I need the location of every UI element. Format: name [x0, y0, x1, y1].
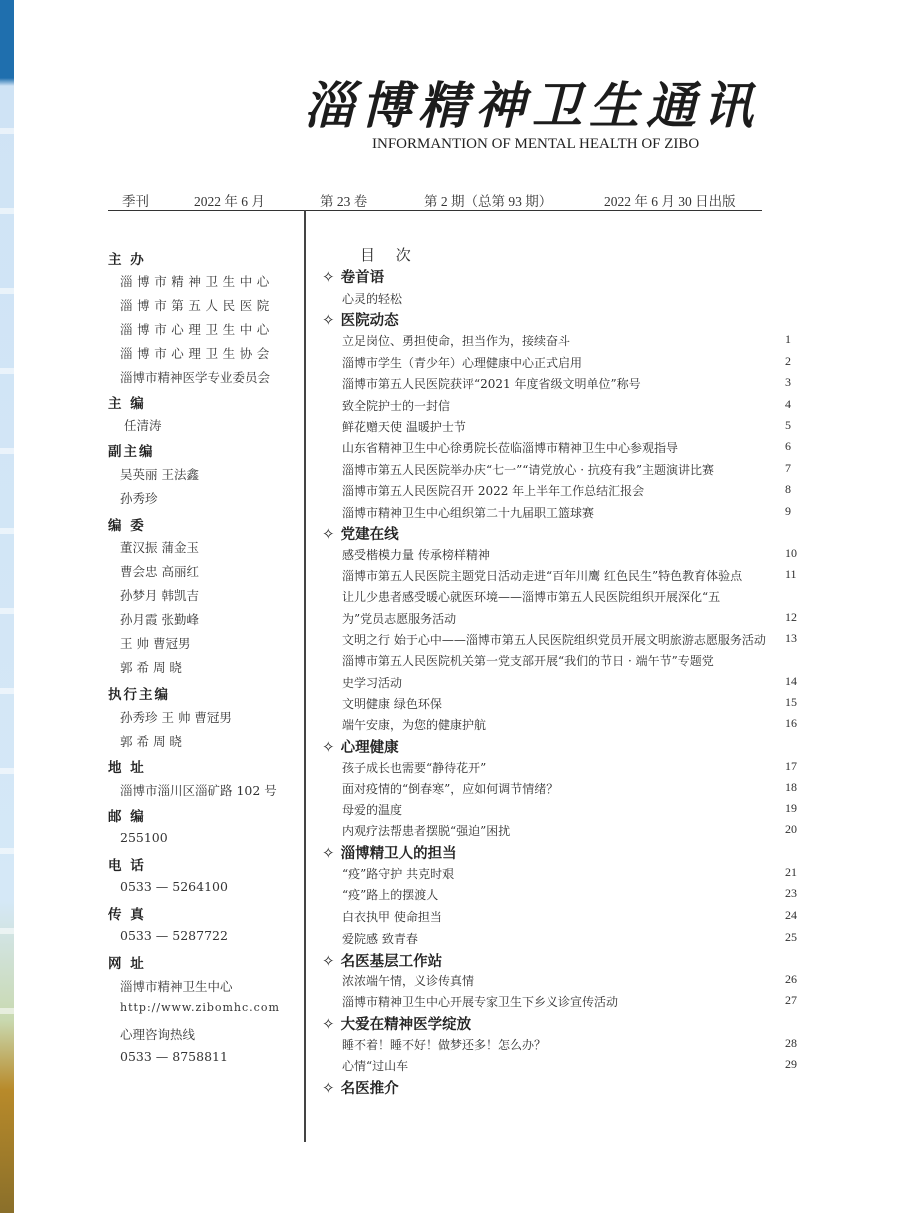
phone-value: 0533 — 5264100 — [120, 879, 228, 894]
star-bullet-icon: ✧ — [322, 738, 335, 756]
sponsor-item: 淄博市心理卫生中心 — [120, 322, 274, 337]
journal-subtitle: INFORMANTION OF MENTAL HEALTH OF ZIBO — [372, 136, 700, 152]
toc-section-heading: ✧ 心理健康 — [322, 738, 399, 756]
issue-published: 2022 年 6 月 30 日出版 — [604, 194, 736, 209]
toc-section-heading: ✧ 党建在线 — [322, 525, 399, 543]
editor-label: 主 编 — [108, 396, 146, 412]
column-divider — [304, 210, 306, 1142]
issue-type: 季刊 — [122, 194, 149, 209]
board-names: 董汉振 蒲金玉 — [120, 540, 199, 555]
issue-volume: 第 23 卷 — [320, 194, 368, 209]
board-names: 孙梦月 韩凯吉 — [120, 588, 199, 603]
postcode-value: 255100 — [120, 830, 168, 845]
star-bullet-icon: ✧ — [322, 525, 335, 543]
journal-title: 淄博精神卫生通讯 — [304, 76, 760, 135]
address-value: 淄博市淄川区淄矿路 102 号 — [120, 783, 277, 798]
editor-name: 任清涛 — [124, 418, 162, 433]
sponsor-item: 淄博市精神医学专业委员会 — [120, 370, 271, 385]
phone-label: 电 话 — [108, 858, 146, 874]
board-label: 编 委 — [108, 518, 146, 534]
address-label: 地 址 — [108, 760, 146, 776]
deputy-editor-names: 吴英丽 王法鑫 — [120, 467, 199, 482]
sponsor-item: 淄博市第五人民医院 — [120, 298, 274, 313]
toc-section-heading: ✧ 名医基层工作站 — [322, 952, 443, 970]
issue-number: 第 2 期（总第 93 期） — [424, 194, 553, 209]
exec-editor-names: 孙秀珍 王 帅 曹冠男 — [120, 710, 232, 725]
exec-editor-label: 执行主编 — [108, 687, 170, 703]
deputy-editor-label: 副主编 — [108, 444, 155, 460]
toc-section-heading: ✧ 淄博精卫人的担当 — [322, 844, 457, 862]
fax-value: 0533 — 5287722 — [120, 928, 228, 943]
hotline-label: 心理咨询热线 — [120, 1027, 196, 1042]
toc-title: 目 次 — [360, 246, 419, 264]
star-bullet-icon: ✧ — [322, 1079, 335, 1097]
deputy-editor-names: 孙秀珍 — [120, 491, 158, 506]
toc-section-heading: ✧ 卷首语 — [322, 268, 385, 286]
board-names: 曹会忠 高丽红 — [120, 564, 199, 579]
sponsor-item: 淄博市精神卫生中心 — [120, 274, 274, 289]
star-bullet-icon: ✧ — [322, 952, 335, 970]
sponsor-item: 淄博市心理卫生协会 — [120, 346, 274, 361]
exec-editor-names: 郭 希 周 晓 — [120, 734, 182, 749]
toc-section-heading: ✧ 医院动态 — [322, 311, 399, 329]
issue-info-bar — [108, 188, 762, 211]
postcode-label: 邮 编 — [108, 809, 146, 825]
board-names: 孙月霞 张勤峰 — [120, 612, 199, 627]
decorative-side-strip — [0, 0, 14, 1213]
toc-section-heading: ✧ 名医推介 — [322, 1079, 399, 1097]
star-bullet-icon: ✧ — [322, 268, 335, 286]
issue-date: 2022 年 6 月 — [194, 194, 265, 209]
website-label: 网 址 — [108, 956, 146, 972]
website-url: http://www.zibomhc.com — [120, 1001, 280, 1014]
fax-label: 传 真 — [108, 907, 146, 923]
hotline-value: 0533 — 8758811 — [120, 1049, 228, 1064]
star-bullet-icon: ✧ — [322, 311, 335, 329]
board-names: 王 帅 曹冠男 — [120, 636, 191, 651]
board-names: 郭 希 周 晓 — [120, 660, 182, 675]
website-name: 淄博市精神卫生中心 — [120, 979, 233, 994]
star-bullet-icon: ✧ — [322, 1015, 335, 1033]
star-bullet-icon: ✧ — [322, 844, 335, 862]
toc-section-heading: ✧ 大爱在精神医学绽放 — [322, 1015, 472, 1033]
sponsor-label: 主 办 — [108, 252, 146, 268]
